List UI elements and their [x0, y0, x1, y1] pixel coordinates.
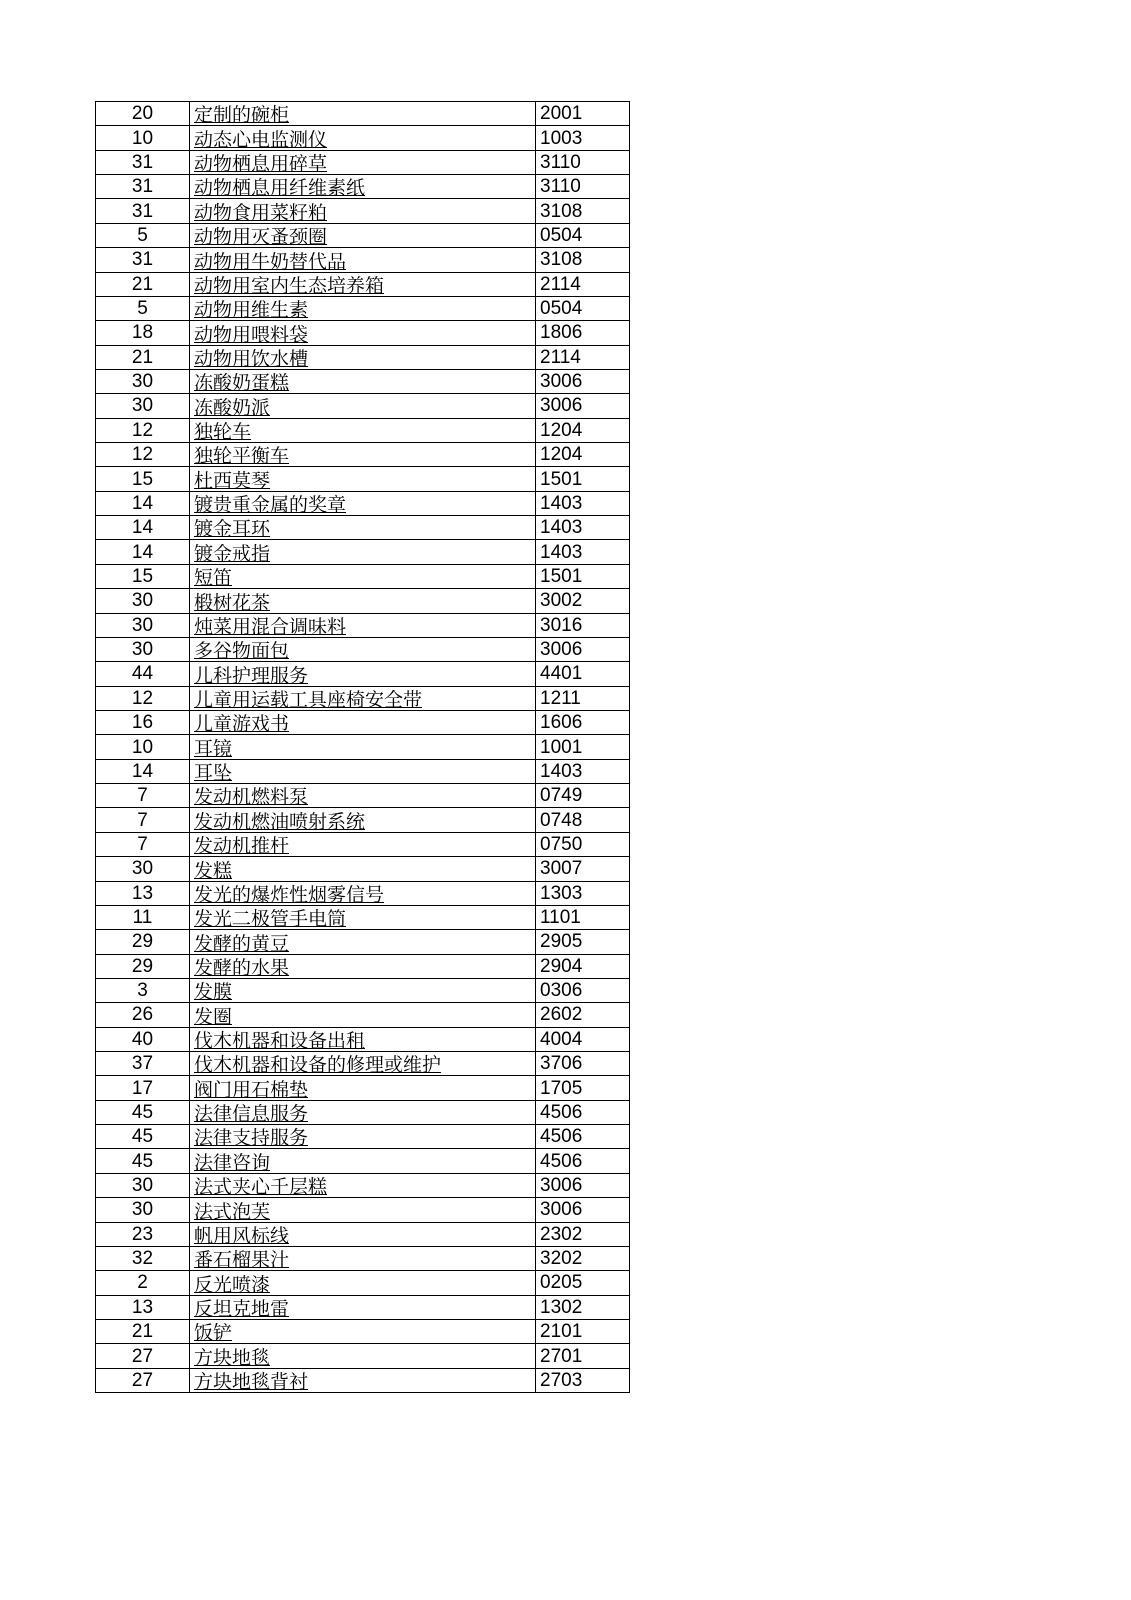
item-name-cell: 动物用灭蚤颈圈 — [190, 223, 536, 247]
item-name-cell: 动物用喂料袋 — [190, 321, 536, 345]
class-number-cell: 13 — [96, 881, 190, 905]
group-code-cell: 4506 — [536, 1100, 630, 1124]
class-number-cell: 12 — [96, 443, 190, 467]
table-row — [96, 150, 630, 174]
class-number-cell: 23 — [96, 1222, 190, 1246]
class-number-cell: 15 — [96, 467, 190, 491]
table-row — [96, 443, 630, 467]
class-number-cell: 29 — [96, 954, 190, 978]
table-row — [96, 1344, 630, 1368]
group-code-cell: 2904 — [536, 954, 630, 978]
table-row — [96, 1222, 630, 1246]
group-code-cell: 1501 — [536, 467, 630, 491]
table-row — [96, 1100, 630, 1124]
class-number-cell: 26 — [96, 1003, 190, 1027]
table-row — [96, 1368, 630, 1392]
table-row — [96, 564, 630, 588]
item-name-cell: 动物用室内生态培养箱 — [190, 272, 536, 296]
table-row — [96, 1198, 630, 1222]
group-code-cell: 1302 — [536, 1295, 630, 1319]
item-name-cell: 独轮车 — [190, 418, 536, 442]
item-name-cell: 阀门用石棉垫 — [190, 1076, 536, 1100]
table-row — [96, 662, 630, 686]
table-row — [96, 394, 630, 418]
group-code-cell: 1403 — [536, 540, 630, 564]
class-number-cell: 27 — [96, 1368, 190, 1392]
group-code-cell: 2905 — [536, 930, 630, 954]
item-name-cell: 发动机燃油喷射系统 — [190, 808, 536, 832]
data-table — [95, 101, 630, 1393]
item-name-cell: 动物用牛奶替代品 — [190, 248, 536, 272]
table-row — [96, 613, 630, 637]
class-number-cell: 37 — [96, 1052, 190, 1076]
item-name-cell: 儿童用运载工具座椅安全带 — [190, 686, 536, 710]
item-name-cell: 独轮平衡车 — [190, 443, 536, 467]
table-row — [96, 296, 630, 320]
item-name-cell: 儿科护理服务 — [190, 662, 536, 686]
item-name-cell: 发酵的水果 — [190, 954, 536, 978]
item-name-cell: 法式泡芙 — [190, 1198, 536, 1222]
class-number-cell: 40 — [96, 1027, 190, 1051]
table-row — [96, 832, 630, 856]
item-name-cell: 发动机推杆 — [190, 832, 536, 856]
table-row — [96, 418, 630, 442]
group-code-cell: 2101 — [536, 1319, 630, 1343]
item-name-cell: 冻酸奶派 — [190, 394, 536, 418]
group-code-cell: 1705 — [536, 1076, 630, 1100]
class-number-cell: 27 — [96, 1344, 190, 1368]
table-row — [96, 1003, 630, 1027]
table-row — [96, 710, 630, 734]
item-name-cell: 定制的碗柜 — [190, 102, 536, 126]
group-code-cell: 3108 — [536, 199, 630, 223]
class-number-cell: 45 — [96, 1100, 190, 1124]
table-row — [96, 905, 630, 929]
group-code-cell: 2701 — [536, 1344, 630, 1368]
group-code-cell: 3002 — [536, 589, 630, 613]
class-number-cell: 14 — [96, 516, 190, 540]
group-code-cell: 3006 — [536, 637, 630, 661]
group-code-cell: 3108 — [536, 248, 630, 272]
table-row — [96, 978, 630, 1002]
class-number-cell: 30 — [96, 1173, 190, 1197]
group-code-cell: 1403 — [536, 491, 630, 515]
class-number-cell: 5 — [96, 296, 190, 320]
class-number-cell: 16 — [96, 710, 190, 734]
group-code-cell: 0504 — [536, 223, 630, 247]
group-code-cell: 3110 — [536, 150, 630, 174]
group-code-cell: 3706 — [536, 1052, 630, 1076]
table-row — [96, 1125, 630, 1149]
table-row — [96, 1295, 630, 1319]
group-code-cell: 3006 — [536, 1198, 630, 1222]
group-code-cell: 3006 — [536, 1173, 630, 1197]
class-number-cell: 44 — [96, 662, 190, 686]
group-code-cell: 3007 — [536, 857, 630, 881]
class-number-cell: 2 — [96, 1271, 190, 1295]
group-code-cell: 3016 — [536, 613, 630, 637]
item-name-cell: 发酵的黄豆 — [190, 930, 536, 954]
item-name-cell: 发光二极管手电筒 — [190, 905, 536, 929]
group-code-cell: 1211 — [536, 686, 630, 710]
group-code-cell: 1204 — [536, 443, 630, 467]
item-name-cell: 伐木机器和设备的修理或维护 — [190, 1052, 536, 1076]
table-row — [96, 272, 630, 296]
item-name-cell: 动物栖息用碎草 — [190, 150, 536, 174]
table-row — [96, 808, 630, 832]
table-row — [96, 467, 630, 491]
class-number-cell: 30 — [96, 369, 190, 393]
table-row — [96, 540, 630, 564]
group-code-cell: 0205 — [536, 1271, 630, 1295]
item-name-cell: 椴树花茶 — [190, 589, 536, 613]
table-row — [96, 321, 630, 345]
table-row — [96, 930, 630, 954]
group-code-cell: 2114 — [536, 272, 630, 296]
class-number-cell: 18 — [96, 321, 190, 345]
item-name-cell: 法律支持服务 — [190, 1125, 536, 1149]
class-number-cell: 10 — [96, 735, 190, 759]
class-number-cell: 3 — [96, 978, 190, 1002]
group-code-cell: 1001 — [536, 735, 630, 759]
item-name-cell: 耳坠 — [190, 759, 536, 783]
item-name-cell: 法律咨询 — [190, 1149, 536, 1173]
table-row — [96, 881, 630, 905]
class-number-cell: 17 — [96, 1076, 190, 1100]
group-code-cell: 0749 — [536, 784, 630, 808]
table-row — [96, 735, 630, 759]
group-code-cell: 0750 — [536, 832, 630, 856]
group-code-cell: 4004 — [536, 1027, 630, 1051]
table-row — [96, 223, 630, 247]
item-name-cell: 反坦克地雷 — [190, 1295, 536, 1319]
class-number-cell: 13 — [96, 1295, 190, 1319]
class-number-cell: 7 — [96, 784, 190, 808]
item-name-cell: 动物栖息用纤维素纸 — [190, 175, 536, 199]
item-name-cell: 方块地毯背衬 — [190, 1368, 536, 1392]
class-number-cell: 29 — [96, 930, 190, 954]
item-name-cell: 发动机燃料泵 — [190, 784, 536, 808]
class-number-cell: 31 — [96, 150, 190, 174]
table-row — [96, 345, 630, 369]
item-name-cell: 反光喷漆 — [190, 1271, 536, 1295]
group-code-cell: 1806 — [536, 321, 630, 345]
class-number-cell: 21 — [96, 1319, 190, 1343]
table-row — [96, 954, 630, 978]
class-number-cell: 15 — [96, 564, 190, 588]
item-name-cell: 镀贵重金属的奖章 — [190, 491, 536, 515]
table-row — [96, 784, 630, 808]
item-name-cell: 动态心电监测仪 — [190, 126, 536, 150]
table-row — [96, 1052, 630, 1076]
table-row — [96, 369, 630, 393]
group-code-cell: 3110 — [536, 175, 630, 199]
table-row — [96, 1149, 630, 1173]
class-number-cell: 32 — [96, 1246, 190, 1270]
item-name-cell: 杜西莫琴 — [190, 467, 536, 491]
item-name-cell: 炖菜用混合调味料 — [190, 613, 536, 637]
class-number-cell: 7 — [96, 832, 190, 856]
class-number-cell: 14 — [96, 491, 190, 515]
class-number-cell: 31 — [96, 175, 190, 199]
item-name-cell: 镀金戒指 — [190, 540, 536, 564]
table-row — [96, 175, 630, 199]
class-number-cell: 21 — [96, 345, 190, 369]
item-name-cell: 短笛 — [190, 564, 536, 588]
group-code-cell: 4506 — [536, 1125, 630, 1149]
group-code-cell: 0306 — [536, 978, 630, 1002]
table-row — [96, 759, 630, 783]
item-name-cell: 发膜 — [190, 978, 536, 1002]
group-code-cell: 1403 — [536, 759, 630, 783]
group-code-cell: 1003 — [536, 126, 630, 150]
class-number-cell: 30 — [96, 589, 190, 613]
item-name-cell: 动物用饮水槽 — [190, 345, 536, 369]
item-name-cell: 儿童游戏书 — [190, 710, 536, 734]
class-number-cell: 45 — [96, 1125, 190, 1149]
group-code-cell: 1403 — [536, 516, 630, 540]
table-row — [96, 491, 630, 515]
group-code-cell: 1606 — [536, 710, 630, 734]
item-name-cell: 多谷物面包 — [190, 637, 536, 661]
class-number-cell: 20 — [96, 102, 190, 126]
class-number-cell: 14 — [96, 759, 190, 783]
item-name-cell: 方块地毯 — [190, 1344, 536, 1368]
table-row — [96, 686, 630, 710]
class-number-cell: 30 — [96, 1198, 190, 1222]
group-code-cell: 0504 — [536, 296, 630, 320]
item-name-cell: 动物食用菜籽粕 — [190, 199, 536, 223]
class-number-cell: 45 — [96, 1149, 190, 1173]
table-row — [96, 857, 630, 881]
group-code-cell: 3202 — [536, 1246, 630, 1270]
item-name-cell: 饭铲 — [190, 1319, 536, 1343]
group-code-cell: 4401 — [536, 662, 630, 686]
class-number-cell: 21 — [96, 272, 190, 296]
group-code-cell: 3006 — [536, 369, 630, 393]
group-code-cell: 2703 — [536, 1368, 630, 1392]
table-row — [96, 1271, 630, 1295]
group-code-cell: 3006 — [536, 394, 630, 418]
group-code-cell: 2114 — [536, 345, 630, 369]
class-number-cell: 10 — [96, 126, 190, 150]
table-row — [96, 102, 630, 126]
class-number-cell: 30 — [96, 613, 190, 637]
item-name-cell: 发圈 — [190, 1003, 536, 1027]
item-name-cell: 冻酸奶蛋糕 — [190, 369, 536, 393]
class-number-cell: 31 — [96, 248, 190, 272]
table-row — [96, 1246, 630, 1270]
table-row — [96, 1319, 630, 1343]
group-code-cell: 1303 — [536, 881, 630, 905]
class-number-cell: 12 — [96, 686, 190, 710]
class-number-cell: 30 — [96, 857, 190, 881]
item-name-cell: 发光的爆炸性烟雾信号 — [190, 881, 536, 905]
table-row — [96, 1076, 630, 1100]
table-row — [96, 199, 630, 223]
group-code-cell: 0748 — [536, 808, 630, 832]
item-name-cell: 伐木机器和设备出租 — [190, 1027, 536, 1051]
table-row — [96, 248, 630, 272]
class-number-cell: 31 — [96, 199, 190, 223]
group-code-cell: 2302 — [536, 1222, 630, 1246]
class-number-cell: 30 — [96, 637, 190, 661]
table-row — [96, 589, 630, 613]
table-row — [96, 126, 630, 150]
table-row — [96, 637, 630, 661]
class-number-cell: 12 — [96, 418, 190, 442]
class-number-cell: 14 — [96, 540, 190, 564]
item-name-cell: 发糕 — [190, 857, 536, 881]
class-number-cell: 7 — [96, 808, 190, 832]
class-number-cell: 30 — [96, 394, 190, 418]
class-number-cell: 5 — [96, 223, 190, 247]
group-code-cell: 1501 — [536, 564, 630, 588]
table-row — [96, 1173, 630, 1197]
class-number-cell: 11 — [96, 905, 190, 929]
table-row — [96, 516, 630, 540]
group-code-cell: 1204 — [536, 418, 630, 442]
table-body — [96, 102, 630, 1393]
item-name-cell: 耳镜 — [190, 735, 536, 759]
group-code-cell: 4506 — [536, 1149, 630, 1173]
item-name-cell: 法式夹心千层糕 — [190, 1173, 536, 1197]
item-name-cell: 动物用维生素 — [190, 296, 536, 320]
item-name-cell: 帆用风标线 — [190, 1222, 536, 1246]
table-row — [96, 1027, 630, 1051]
item-name-cell: 法律信息服务 — [190, 1100, 536, 1124]
group-code-cell: 2602 — [536, 1003, 630, 1027]
item-name-cell: 镀金耳环 — [190, 516, 536, 540]
group-code-cell: 1101 — [536, 905, 630, 929]
group-code-cell: 2001 — [536, 102, 630, 126]
item-name-cell: 番石榴果汁 — [190, 1246, 536, 1270]
